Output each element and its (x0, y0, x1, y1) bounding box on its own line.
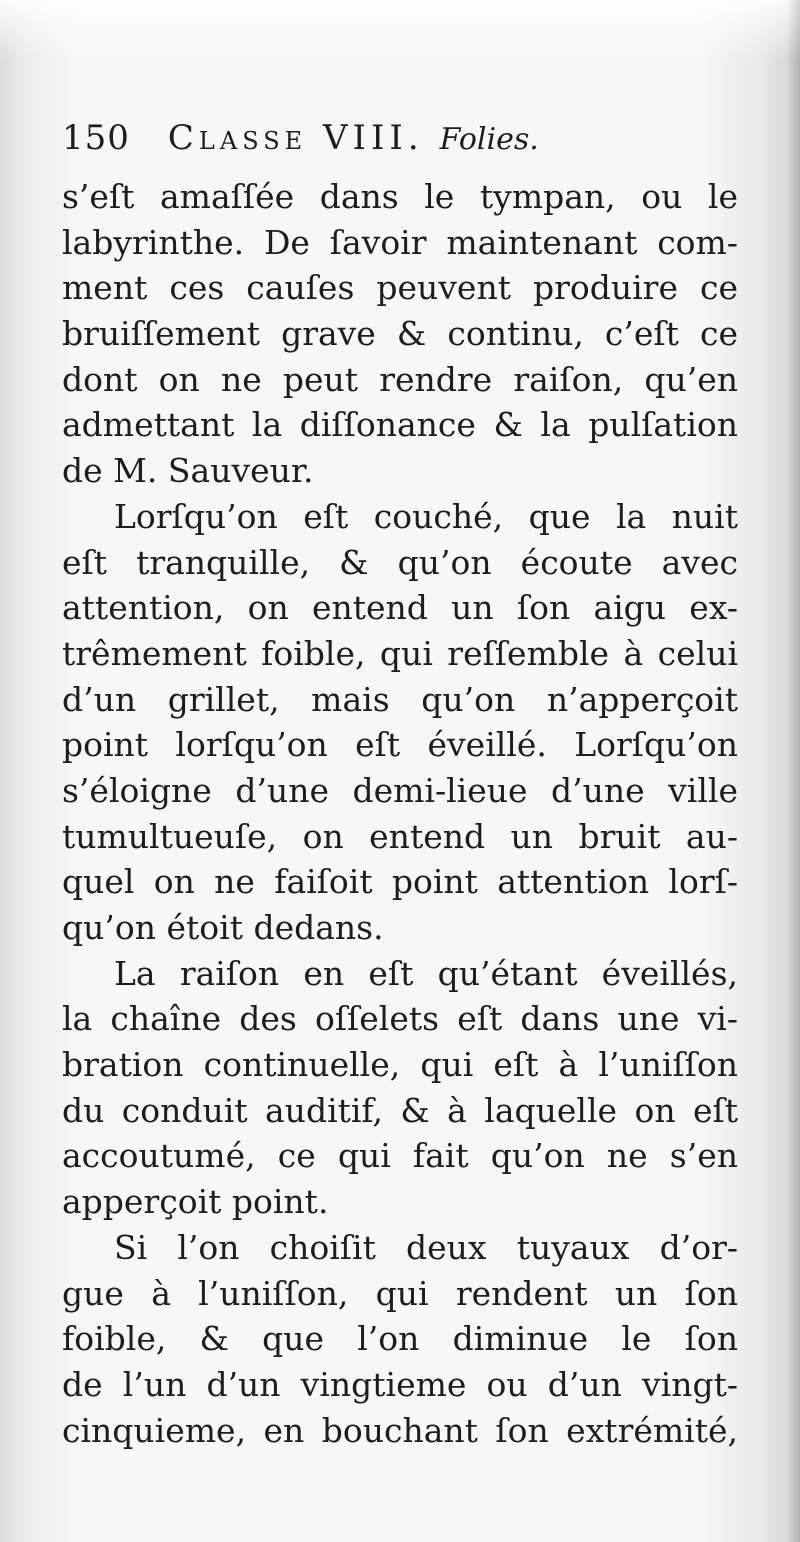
text-line: du conduit auditif, & à laquelle on eſt (62, 1090, 738, 1130)
text-line: d’un grillet, mais qu’on n’apperçoit (62, 679, 738, 719)
text-line: bruiſſement grave & continu, c’eſt ce (62, 314, 738, 354)
text-line: qu’on étoit dedans. (62, 908, 384, 947)
text-line: apperçoit point. (62, 1182, 329, 1222)
text-line: ment ces cauſes peuvent produire ce (62, 268, 738, 308)
text-line: labyrinthe. De ſavoir maintenant com- (62, 222, 738, 262)
text-line: gue à l’uniſſon, qui rendent un ſon (62, 1273, 738, 1313)
text-line: tumultueuſe, on entend un bruit au- (62, 816, 738, 856)
text-line: trêmement foible, qui reſſemble à celui (62, 633, 738, 673)
section-title: Classe VIII. (167, 118, 424, 158)
text-line: accoutumé, ce qui fait qu’on ne s’en (62, 1136, 738, 1176)
text-line: bration continuelle, qui eſt à l’uniſſon (62, 1045, 738, 1085)
text-line: Lorſqu’on eſt couché, que la nuit (114, 496, 738, 536)
text-line: admettant la diſſonance & la pulſation (62, 405, 738, 445)
text-line: La raiſon en eſt qu’étant éveillés, (114, 953, 738, 993)
text-line: eſt tranquille, & qu’on écoute avec (62, 542, 738, 582)
page-number: 150 (62, 118, 130, 158)
text-line: cinquieme, en bouchant ſon extrémité, (62, 1410, 738, 1450)
text-line: s’eſt amaſſée dans le tympan, ou le (62, 177, 738, 216)
page-text-block (62, 118, 738, 1453)
text-line: point lorſqu’on eſt éveillé. Lorſqu’on (62, 725, 738, 765)
text-line: Si l’on choiſit deux tuyaux d’or- (114, 1227, 738, 1267)
text-line: dont on ne peut rendre raiſon, qu’en (62, 359, 738, 399)
running-head (62, 118, 738, 174)
body-text (62, 174, 738, 1453)
text-line: s’éloigne d’une demi-lieue d’une ville (62, 770, 738, 810)
text-line: attention, on entend un ſon aigu ex- (62, 588, 738, 628)
text-line: de l’un d’un vingtieme ou d’un vingt- (62, 1364, 738, 1404)
page-edge-shadow (786, 0, 800, 1542)
text-line: quel on ne faiſoit point attention lorſ- (62, 862, 738, 902)
text-line: la chaîne des oſſelets eſt dans une vi- (62, 999, 738, 1039)
text-line: de M. Sauveur. (62, 451, 314, 491)
text-line: foible, & que l’on diminue le ſon (62, 1319, 738, 1359)
section-subtitle: Folies. (439, 122, 539, 157)
